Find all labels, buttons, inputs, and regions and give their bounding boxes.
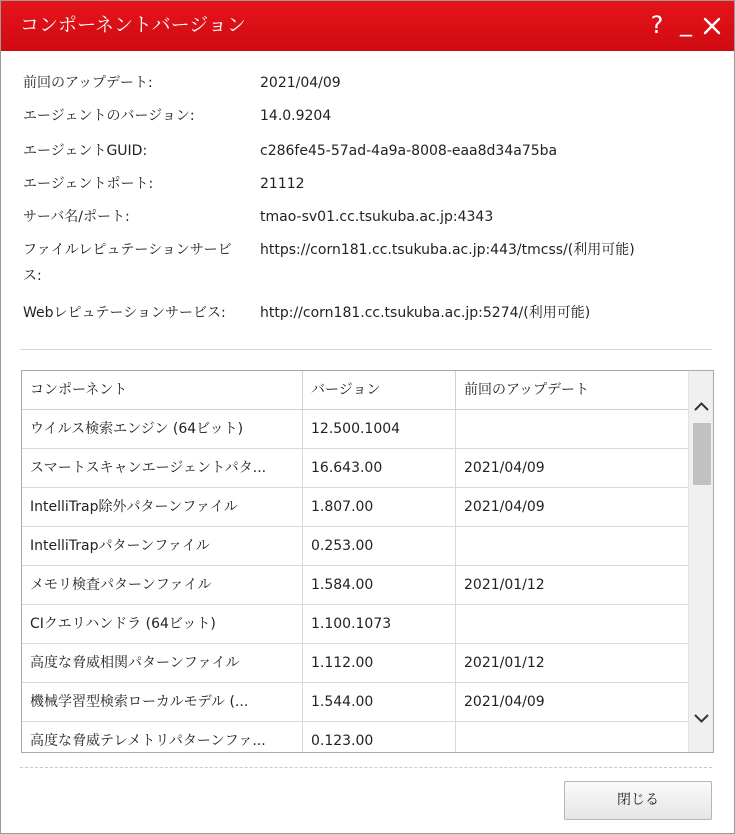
table-header (22, 371, 713, 410)
footer-divider (20, 767, 712, 768)
version-cell: 12.500.1004 (303, 410, 456, 448)
info-value: tmao-sv01.cc.tsukuba.ac.jp:4343 (260, 209, 494, 225)
component-name-cell: IntelliTrapパターンファイル (22, 527, 303, 565)
table-row[interactable] (22, 410, 688, 449)
column-header-version[interactable]: バージョン (303, 371, 456, 409)
version-cell: 1.544.00 (303, 683, 456, 721)
info-label: サーバ名/ポート: (23, 209, 130, 225)
version-cell: 0.253.00 (303, 527, 456, 565)
section-divider (20, 349, 712, 350)
info-value: 2021/04/09 (260, 75, 341, 91)
table-row[interactable] (22, 527, 688, 566)
column-header-component[interactable]: コンポーネント (22, 371, 303, 409)
dialog-title: コンポーネントバージョン (20, 14, 246, 36)
title-bar (1, 1, 734, 51)
component-name-cell: IntelliTrap除外パターンファイル (22, 488, 303, 526)
scroll-down-button[interactable] (689, 706, 714, 732)
last-update-cell: 2021/01/12 (464, 655, 545, 671)
version-cell: 1.100.1073 (303, 605, 456, 643)
info-label: エージェントのバージョン: (23, 108, 195, 124)
component-name-cell: 機械学習型検索ローカルモデル (... (22, 683, 303, 721)
component-name-cell: ウイルス検索エンジン (64ビット) (22, 410, 303, 448)
vertical-scrollbar[interactable] (688, 371, 714, 752)
last-update-cell (456, 605, 688, 643)
info-label: Webレピュテーションサービス: (23, 305, 226, 321)
close-window-button[interactable] (699, 10, 725, 35)
column-header-last-update[interactable]: 前回のアップデート (464, 382, 590, 398)
component-name-cell: メモリ検査パターンファイル (22, 566, 303, 604)
info-value: c286fe45-57ad-4a9a-8008-eaa8d34a75ba (260, 143, 558, 159)
chevron-down-icon (689, 706, 714, 732)
component-name-cell: CIクエリハンドラ (64ビット) (22, 605, 303, 643)
minimize-button[interactable]: _ (680, 9, 692, 37)
last-update-cell (456, 722, 688, 752)
info-label: エージェントポート: (23, 176, 154, 192)
info-label: ファイルレピュテーションサービス: (23, 242, 232, 284)
scroll-up-button[interactable] (689, 393, 714, 419)
component-table (21, 370, 714, 753)
table-row[interactable] (22, 605, 688, 644)
table-row[interactable] (22, 722, 688, 752)
last-update-cell (456, 527, 688, 565)
help-button[interactable]: ? (650, 11, 664, 39)
table-row[interactable] (22, 683, 688, 722)
scrollbar-thumb[interactable] (693, 423, 711, 485)
last-update-cell: 2021/04/09 (464, 460, 545, 476)
table-row[interactable] (22, 644, 688, 683)
info-value: 14.0.9204 (260, 108, 332, 124)
last-update-cell (456, 410, 688, 448)
version-cell: 0.123.00 (303, 722, 456, 752)
table-row[interactable] (22, 566, 688, 605)
chevron-up-icon (689, 393, 714, 419)
version-cell: 1.807.00 (303, 488, 456, 526)
table-body (22, 410, 688, 752)
component-name-cell: スマートスキャンエージェントパタ... (22, 449, 303, 487)
table-row[interactable] (22, 488, 688, 527)
last-update-cell: 2021/01/12 (464, 577, 545, 593)
info-value: https://corn181.cc.tsukuba.ac.jp:443/tmcss/(利用可能) (260, 242, 635, 258)
last-update-cell: 2021/04/09 (464, 694, 545, 710)
info-value: 21112 (260, 176, 305, 192)
component-name-cell: 高度な脅威相関パターンファイル (22, 644, 303, 682)
version-cell: 1.584.00 (303, 566, 456, 604)
last-update-cell: 2021/04/09 (464, 499, 545, 515)
component-name-cell: 高度な脅威テレメトリパターンファ... (22, 722, 303, 752)
close-button[interactable]: 閉じる (564, 781, 712, 820)
info-label: エージェントGUID: (23, 143, 148, 159)
table-row[interactable] (22, 449, 688, 488)
version-cell: 16.643.00 (303, 449, 456, 487)
close-icon (703, 17, 721, 35)
info-label: 前回のアップデート: (23, 75, 153, 91)
version-cell: 1.112.00 (303, 644, 456, 682)
info-value: http://corn181.cc.tsukuba.ac.jp:5274/(利用可能) (260, 305, 591, 321)
